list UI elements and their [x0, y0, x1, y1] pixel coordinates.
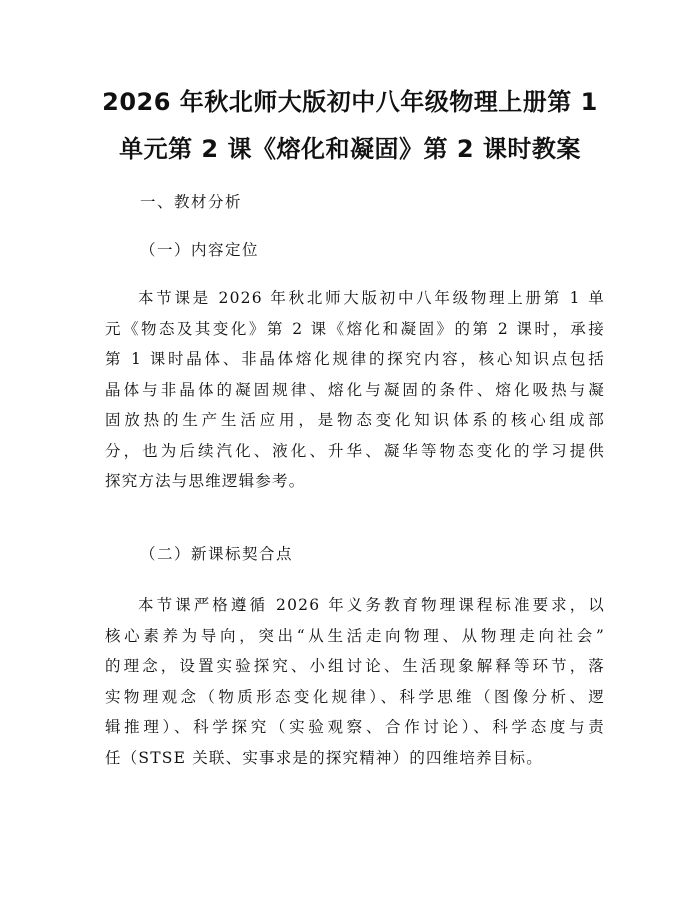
- section-heading-textbook-analysis: 一、教材分析: [140, 193, 243, 211]
- paragraph-curriculum-alignment: [105, 590, 605, 773]
- document-title-line-1: 2026 年秋北师大版初中八年级物理上册第 1: [102, 88, 598, 116]
- paragraph-line: 本节课是 2026 年秋北师大版初中八年级物理上册第 1 单: [138, 289, 605, 307]
- subsection-heading-curriculum-alignment: （二）新课标契合点: [140, 545, 294, 563]
- paragraph-line: 固放热的生产生活应用，是物态变化知识体系的核心组成部: [105, 411, 605, 429]
- paragraph-line: 核心素养为导向，突出“从生活走向物理、从物理走向社会”: [105, 626, 605, 645]
- paragraph-line: 的理念，设置实验探究、小组讨论、生活现象解释等环节，落: [105, 657, 605, 675]
- subsection-heading-content-positioning: （一）内容定位: [140, 241, 260, 259]
- paragraph-line: 本节课严格遵循 2026 年义务教育物理课程标准要求，以: [138, 596, 605, 614]
- paragraph-line: 分，也为后续汽化、液化、升华、凝华等物态变化的学习提供: [105, 441, 605, 460]
- document-title-line-2: 单元第 2 课《熔化和凝固》第 2 课时教案: [119, 135, 581, 163]
- paragraph-line: 晶体与非晶体的凝固规律、熔化与凝固的条件、熔化吸热与凝: [105, 380, 605, 399]
- paragraph-line: 元《物态及其变化》第 2 课《熔化和凝固》的第 2 课时，承接: [105, 319, 605, 338]
- paragraph-line: 第 1 课时晶体、非晶体熔化规律的探究内容，核心知识点包括: [105, 350, 605, 368]
- paragraph-line: 探究方法与思维逻辑参考。: [105, 472, 306, 490]
- paragraph-line: 辑推理）、科学探究（实验观察、合作讨论）、科学态度与责: [105, 718, 605, 736]
- paragraph-line: 实物理观念（物质形态变化规律）、科学思维（图像分析、逻: [105, 687, 605, 706]
- paragraph-line: 任（STSE 关联、实事求是的探究精神）的四维培养目标。: [105, 748, 543, 767]
- paragraph-content-positioning: [105, 283, 605, 497]
